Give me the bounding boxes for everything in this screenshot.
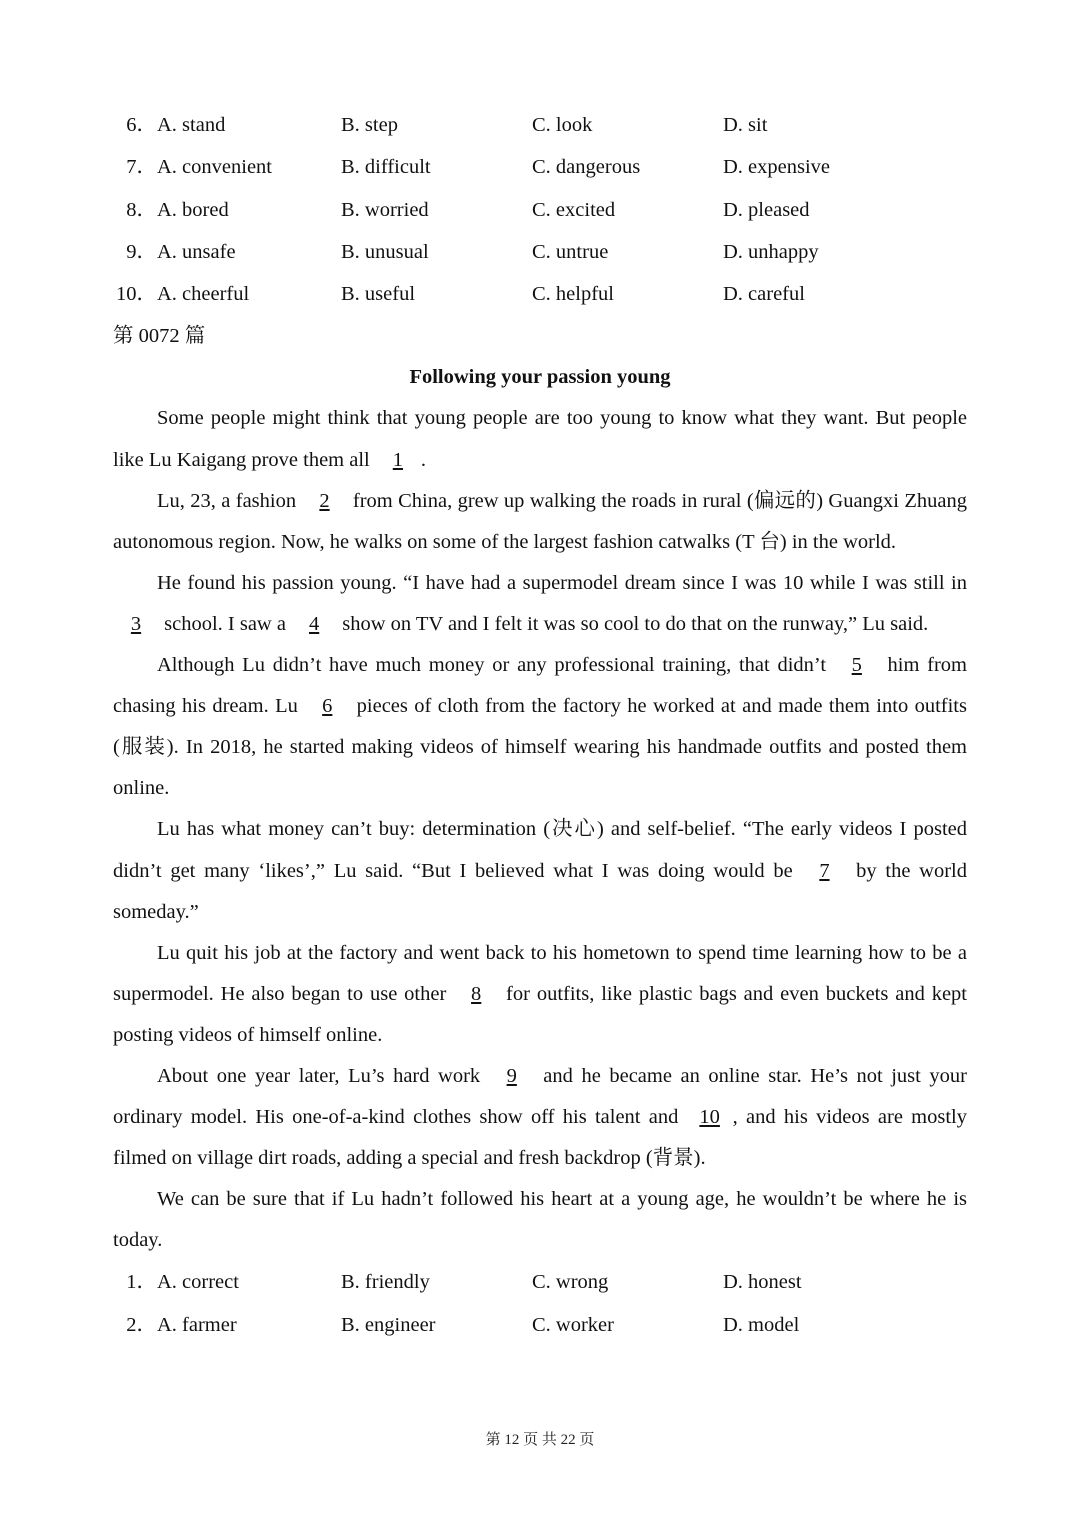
option-b: B. step xyxy=(341,114,398,136)
article-title: Following your passion young xyxy=(409,366,671,389)
question-number: 9． xyxy=(126,240,157,263)
blank-9: 9 xyxy=(506,1064,517,1087)
paragraph-7 xyxy=(113,1056,967,1179)
option-row-10 xyxy=(113,273,967,315)
blank-3: 3 xyxy=(130,612,142,635)
text: for outfits, like plastic bags and even buckets and kept posting videos of himself online. xyxy=(113,982,967,1046)
text: Lu has what money can’t buy: determination (决心) and self-belief. “The early videos I posted didn’t get many ‘likes’,” Lu said. “But I believed what I was doing would be xyxy=(113,818,967,882)
page-footer: 第 12 页 共 22 页 xyxy=(485,1432,595,1448)
option-row-6 xyxy=(113,104,967,146)
option-row-2 xyxy=(113,1304,967,1346)
paragraph-4 xyxy=(113,645,967,809)
option-a: A. farmer xyxy=(157,1313,237,1336)
option-a: A. stand xyxy=(157,114,226,136)
text: him from chasing his dream. Lu xyxy=(113,654,967,718)
blank-2: 2 xyxy=(319,489,330,512)
section-heading: 第 0072 篇 xyxy=(113,325,206,348)
question-number: 7． xyxy=(126,156,157,179)
blank-1: 1 xyxy=(392,448,403,471)
text: and he became an online star. He’s not just your ordinary model. His one-of-a-kind clothes show off his talent and xyxy=(113,1064,967,1129)
text: About one year later, Lu’s hard work xyxy=(157,1064,489,1087)
paragraph-6 xyxy=(113,933,967,1056)
blank-4: 4 xyxy=(308,612,320,635)
option-d: D. careful xyxy=(723,283,805,306)
option-d: D. sit xyxy=(723,114,768,136)
option-a: A. cheerful xyxy=(157,283,250,306)
option-b: B. worried xyxy=(341,198,429,221)
paragraph-5 xyxy=(113,809,967,932)
exam-page xyxy=(113,104,967,1346)
option-c: C. look xyxy=(532,114,593,136)
option-d: D. honest xyxy=(723,1271,802,1294)
option-c: C. helpful xyxy=(532,283,614,306)
text: by the world someday.” xyxy=(113,859,967,923)
option-b: B. friendly xyxy=(341,1271,430,1294)
question-number: 2． xyxy=(126,1313,157,1336)
paragraph-8 xyxy=(113,1179,967,1261)
option-a: A. convenient xyxy=(157,156,272,179)
option-row-1 xyxy=(113,1261,967,1303)
text: show on TV and I felt it was so cool to do that on the runway,” Lu said. xyxy=(337,612,929,635)
blank-5: 5 xyxy=(851,654,862,677)
option-b: B. difficult xyxy=(341,156,431,179)
option-row-7 xyxy=(113,146,967,188)
blank-8: 8 xyxy=(471,982,482,1005)
text: pieces of cloth from the factory he worked at and made them into outfits (服装). In 2018, he started making videos of himself wearing his handmade outfits and posted them online. xyxy=(113,695,967,800)
text: . xyxy=(420,448,426,471)
option-c: C. excited xyxy=(532,198,616,221)
paragraph-2 xyxy=(113,481,967,563)
option-d: D. pleased xyxy=(723,198,810,221)
text: , and his videos are mostly filmed on village dirt roads, adding a special and fresh backdrop (背景). xyxy=(113,1106,967,1170)
question-number: 1． xyxy=(126,1271,157,1294)
option-b: B. engineer xyxy=(341,1313,436,1336)
option-c: C. dangerous xyxy=(532,156,641,179)
question-number: 10． xyxy=(116,283,157,306)
option-d: D. model xyxy=(723,1313,800,1336)
option-a: A. unsafe xyxy=(157,240,236,263)
option-c: C. worker xyxy=(532,1313,614,1336)
blank-7: 7 xyxy=(819,859,830,882)
text: He found his passion young. “I have had a supermodel dream since I was 10 while I was still in xyxy=(157,571,967,594)
option-row-8 xyxy=(113,189,967,231)
blank-6: 6 xyxy=(322,695,333,718)
question-number: 8． xyxy=(126,198,157,221)
option-b: B. useful xyxy=(341,283,416,306)
paragraph-1 xyxy=(113,398,967,480)
option-d: D. expensive xyxy=(723,156,831,179)
text: Although Lu didn’t have much money or any professional training, that didn’t xyxy=(157,654,834,677)
text: school. I saw a xyxy=(159,612,292,635)
text: Lu, 23, a fashion xyxy=(157,489,302,512)
option-row-9 xyxy=(113,231,967,273)
text: Lu quit his job at the factory and went back to his hometown to spend time learning how to be a supermodel. He also began to use other xyxy=(113,941,967,1005)
option-d: D. unhappy xyxy=(723,240,819,263)
option-c: C. wrong xyxy=(532,1271,609,1294)
text: We can be sure that if Lu hadn’t followed his heart at a young age, he wouldn’t be where he is today. xyxy=(113,1188,967,1252)
option-a: A. correct xyxy=(157,1271,239,1294)
paragraph-3 xyxy=(113,563,967,645)
option-a: A. bored xyxy=(157,198,229,221)
blank-10: 10 xyxy=(699,1106,720,1129)
option-b: B. unusual xyxy=(341,240,429,263)
question-number: 6． xyxy=(126,114,157,136)
text: Some people might think that young people are too young to know what they want. But people like Lu Kaigang prove them all xyxy=(113,407,967,471)
option-c: C. untrue xyxy=(532,240,609,263)
text: from China, grew up walking the roads in rural (偏远的) Guangxi Zhuang autonomous region. Now, he walks on some of the largest fashion catwalks (T 台) in the world. xyxy=(113,489,967,553)
